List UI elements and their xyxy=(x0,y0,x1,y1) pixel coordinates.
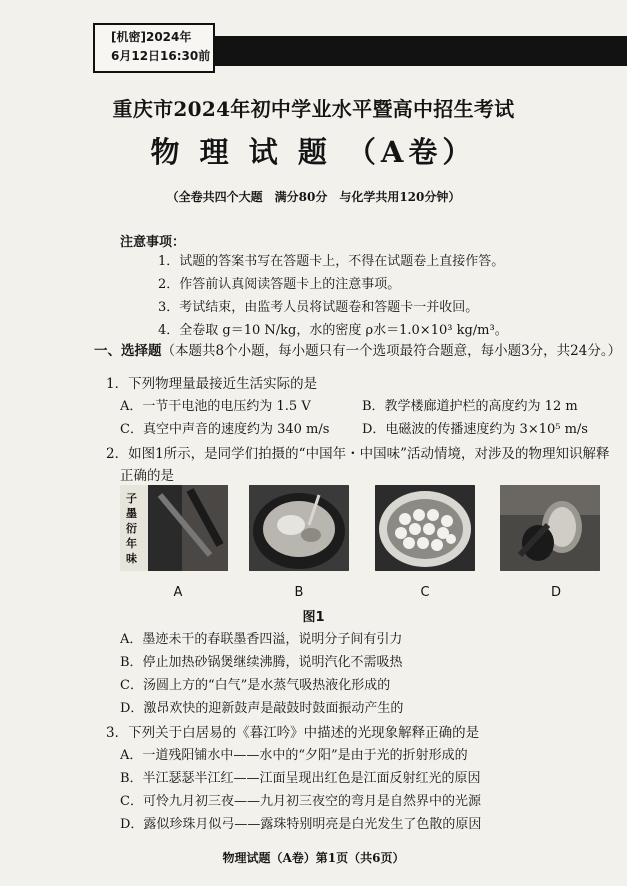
section-heading xyxy=(94,339,621,359)
photo-b-clay-pot xyxy=(249,485,349,571)
q1-option-b: B．教学楼廊道护栏的高度约为 12 m xyxy=(362,399,578,414)
photo-label-c: C xyxy=(420,585,430,600)
q2-stem-line1: 2．如图1所示，是同学们拍摄的“中国年・中国味”活动情境，对涉及的物理知识解释 xyxy=(106,446,610,462)
q2-option-c: C．汤圆上方的“白气”是水蒸气吸热液化形成的 xyxy=(120,678,391,693)
notice-item-1: 1．试题的答案书写在答题卡上，不得在试题卷上直接作答。 xyxy=(158,254,505,269)
figure-caption: 图1 xyxy=(302,610,325,625)
exam-subnote: （全卷共四个大题 满分80分 与化学共用120分钟） xyxy=(166,190,461,204)
photo-c-tangyuan xyxy=(375,485,475,571)
q1-option-c: C．真空中声音的速度约为 340 m/s xyxy=(120,422,330,437)
photo-d-drum xyxy=(500,485,600,571)
notice-title: 注意事项： xyxy=(120,235,186,250)
q1-option-d: D．电磁波的传播速度约为 3×10⁵ m/s xyxy=(362,422,588,437)
photo-label-d: D xyxy=(550,585,561,600)
page-footer: 物理试题（A卷）第1页（共6页） xyxy=(222,851,405,865)
photo-a-calligraphy: 子 墨 衍 年 味 xyxy=(126,492,137,565)
section-description: （本题共8个小题，每小题只有一个选项最符合题意，每小题3分，共24分。） xyxy=(161,343,622,359)
q2-option-d: D．激昂欢快的迎新鼓声是敲鼓时鼓面振动产生的 xyxy=(120,701,404,716)
notice-item-4: 4．全卷取 g＝10 N/kg，水的密度 ρ水＝1.0×10³ kg/m³。 xyxy=(158,323,508,338)
q3-option-d: D．露似珍珠月似弓——露珠特别明亮是白光发生了色散的原因 xyxy=(120,817,482,832)
confidential-label-box xyxy=(93,23,215,73)
q2-stem-line2: 正确的是 xyxy=(120,468,174,484)
q2-option-b: B．停止加热砂锅煲继续沸腾，说明汽化不需吸热 xyxy=(120,655,403,670)
redaction-bar xyxy=(215,36,627,66)
paper-title: 物 理 试 题 （A卷） xyxy=(150,135,477,169)
photo-label-a: A xyxy=(173,585,183,600)
photo-a-couplet xyxy=(120,485,228,571)
exam-title: 重庆市2024年初中学业水平暨高中招生考试 xyxy=(112,97,515,121)
q3-option-a: A．一道残阳铺水中——水中的“夕阳”是由于光的折射形成的 xyxy=(120,748,468,763)
photo-b-image xyxy=(249,485,349,571)
q3-stem: 3．下列关于白居易的《暮江吟》中描述的光现象解释正确的是 xyxy=(106,725,480,741)
confidential-label-line2: 6月12日16:30前 xyxy=(111,49,211,63)
photo-d-image xyxy=(500,485,600,571)
section-title: 一、选择题 xyxy=(94,343,162,359)
q3-option-c: C．可怜九月初三夜——九月初三夜空的弯月是自然界中的光源 xyxy=(120,794,481,809)
photo-c-image xyxy=(375,485,475,571)
q1-stem: 1．下列物理量最接近生活实际的是 xyxy=(106,376,318,392)
photo-label-b: B xyxy=(294,585,304,600)
q3-option-b: B．半江瑟瑟半江红——江面呈现出红色是江面反射红光的原因 xyxy=(120,771,481,786)
q2-option-a: A．墨迹未干的春联墨香四溢，说明分子间有引力 xyxy=(120,632,403,647)
confidential-label-line1: [机密]2024年 xyxy=(111,30,192,44)
q1-option-a: A．一节干电池的电压约为 1.5 V xyxy=(120,399,311,414)
notice-item-2: 2．作答前认真阅读答题卡上的注意事项。 xyxy=(158,277,401,292)
notice-item-3: 3．考试结束，由监考人员将试题卷和答题卡一并收回。 xyxy=(158,300,479,315)
